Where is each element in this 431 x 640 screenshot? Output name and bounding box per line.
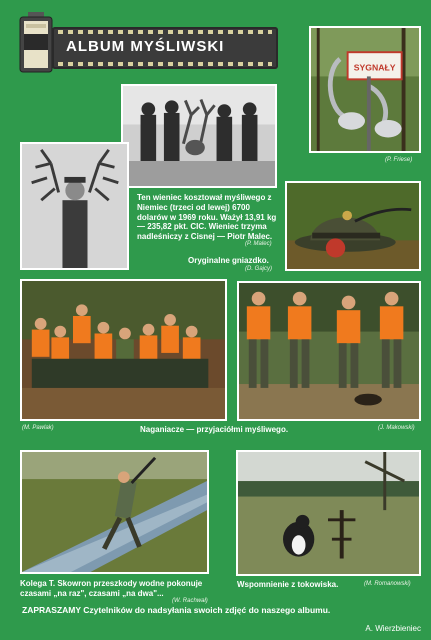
photo-hunting-hat <box>285 181 421 271</box>
photo-beaters-group <box>20 279 227 421</box>
memory-credit: (M. Romanowski) <box>364 581 411 587</box>
footer-author: A. Wierzbieniec <box>365 624 421 633</box>
photo-hunting-horn <box>309 26 421 153</box>
memory-caption: Wspomnienie z tokowiska. <box>237 580 339 589</box>
photo-water-jump <box>20 450 209 574</box>
footer-invitation <box>22 605 330 615</box>
photo-man-with-antlers <box>20 142 129 270</box>
photo-dog-field <box>236 450 421 576</box>
photo-antler-group <box>121 84 277 188</box>
photo-beaters-vests <box>237 281 421 421</box>
hat-credit: (D. Gajcy) <box>245 266 272 272</box>
sign-text: SYGNAŁY <box>353 62 396 73</box>
film-canister-icon <box>16 12 56 74</box>
title-banner <box>52 27 278 69</box>
page-title: ALBUM MYŚLIWSKI <box>66 38 225 55</box>
footer-text: Czytelników do nadsyłania swoich zdjęć do naszego albumu. <box>83 605 331 615</box>
horn-credit: (P. Friese) <box>385 157 413 163</box>
antler-caption: Ten wieniec kosztował myśliwego z Niemiec (trzeci od lewej) 6700 dolarów w 1969 roku. Ważył 13,91 kg — 235,82 pkt. CIC. Wieniec trzyma nadleśniczy z Cisnej — Piotr Malec. <box>137 193 277 241</box>
beaters-credit-right: (J. Makowski) <box>378 425 415 431</box>
beaters-credit-left: (M. Pawlak) <box>22 425 54 431</box>
footer-lead: ZAPRASZAMY <box>22 605 81 615</box>
water-credit: (W. Rachwał) <box>172 598 208 604</box>
antler-credit: (P. Malec) <box>245 241 272 247</box>
hat-caption: Oryginalne gniazdko. <box>188 256 269 265</box>
beaters-caption: Naganiacze — przyjaciółmi myśliwego. <box>140 425 289 434</box>
water-caption: Kolega T. Skowron przeszkody wodne pokonuje czasami „na raz", czasami „na dwa"... <box>20 579 203 598</box>
